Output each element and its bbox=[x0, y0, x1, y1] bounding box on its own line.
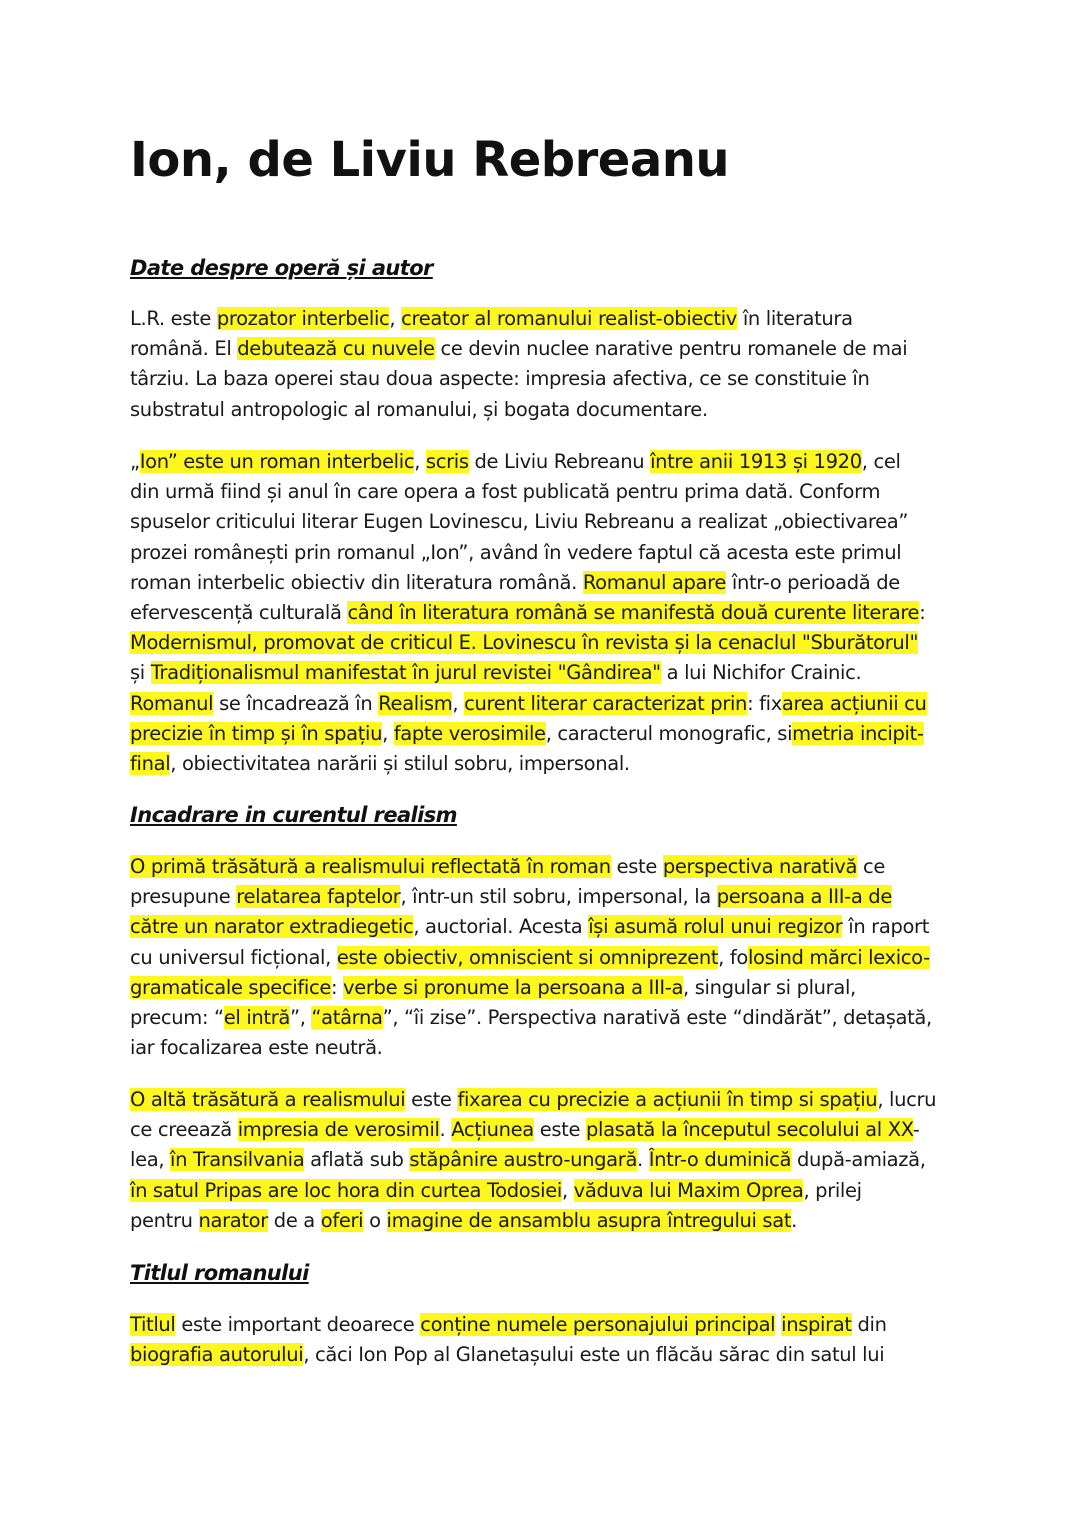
highlighted-text: area acțiunii cu bbox=[781, 691, 927, 715]
highlighted-text: creator al romanului realist-obiectiv bbox=[401, 307, 737, 330]
text-line bbox=[130, 1340, 960, 1370]
text-segment: , bbox=[382, 721, 394, 745]
text-segment: se încadrează în bbox=[213, 691, 379, 715]
highlighted-text: Realism bbox=[378, 691, 453, 715]
highlighted-text: “atârna bbox=[311, 1005, 383, 1029]
text-segment: o bbox=[363, 1208, 387, 1232]
text-segment: . bbox=[637, 1148, 649, 1172]
text-segment: . bbox=[791, 1208, 797, 1232]
text-segment: cu universul ficțional, bbox=[130, 945, 337, 969]
text-segment: , bbox=[561, 1178, 574, 1202]
highlighted-text: între anii 1913 și 1920 bbox=[650, 450, 862, 473]
highlighted-text: stăpânire austro-ungară bbox=[409, 1148, 638, 1172]
highlighted-text: Romanul bbox=[130, 691, 214, 715]
highlighted-text: Ion” este un roman interbelic bbox=[139, 450, 415, 473]
text-segment: , fo bbox=[718, 945, 748, 969]
text-segment: , caracterul monografic, si bbox=[545, 721, 793, 745]
text-segment: iar focalizarea este neutră. bbox=[130, 1036, 383, 1060]
text-segment: a lui Nichifor Crainic. bbox=[660, 661, 862, 685]
section-heading-date-despre-opera: Date despre operă și autor bbox=[130, 256, 433, 280]
highlighted-text: relatarea faptelor bbox=[236, 885, 401, 909]
highlighted-text: biografia autorului bbox=[130, 1343, 304, 1367]
text-segment: , bbox=[389, 307, 402, 330]
highlighted-text: final bbox=[130, 751, 171, 775]
text-line bbox=[130, 304, 960, 334]
text-segment: - bbox=[912, 1118, 920, 1142]
highlighted-text: în Transilvania bbox=[170, 1148, 305, 1172]
highlighted-text: Romanul apare bbox=[582, 570, 727, 594]
text-line bbox=[130, 943, 960, 973]
paragraph-titlul bbox=[130, 1310, 960, 1370]
highlighted-text: Titlul bbox=[130, 1313, 176, 1336]
text-segment: pentru bbox=[130, 1208, 199, 1232]
text-line bbox=[130, 689, 960, 719]
text-segment: în literatura bbox=[736, 307, 853, 330]
text-line bbox=[130, 912, 960, 942]
text-line bbox=[130, 658, 960, 688]
text-line bbox=[130, 1085, 960, 1115]
text-segment: efervescență culturală bbox=[130, 600, 348, 624]
highlighted-text: impresia de verosimil bbox=[237, 1118, 440, 1142]
highlighted-text: Într-o duminică bbox=[648, 1148, 792, 1172]
text-segment: , bbox=[452, 691, 465, 715]
text-segment: prozei românești prin romanul „Ion”, având în vedere faptul că acesta este primul bbox=[130, 540, 902, 564]
highlighted-text: scris bbox=[425, 450, 469, 473]
highlighted-text: precizie în timp și în spațiu bbox=[130, 721, 383, 745]
text-segment: : fix bbox=[747, 691, 782, 715]
text-line bbox=[130, 538, 960, 568]
text-line bbox=[130, 598, 960, 628]
text-segment: într-o perioadă de bbox=[726, 570, 900, 594]
text-segment: din urmă fiind și anul în care opera a fost publicată pentru prima dată. Conform bbox=[130, 480, 881, 504]
highlighted-text: prozator interbelic bbox=[216, 307, 390, 330]
highlighted-text: imagine de ansamblu asupra întregului sat bbox=[386, 1208, 792, 1232]
text-segment: substratul antropologic al romanului, și bogata documentare. bbox=[130, 397, 708, 421]
text-segment: „ bbox=[130, 450, 140, 473]
text-line bbox=[130, 1145, 960, 1175]
highlighted-text: losind mărci lexico- bbox=[747, 945, 930, 969]
text-line bbox=[130, 447, 960, 477]
text-line bbox=[130, 507, 960, 537]
text-segment: și bbox=[130, 661, 151, 685]
text-segment: , într-un stil sobru, impersonal, la bbox=[400, 885, 717, 909]
text-line bbox=[130, 364, 960, 394]
highlighted-text: către un narator extradiegetic bbox=[130, 915, 414, 939]
highlighted-text: verbe si pronume la persoana a III-a bbox=[343, 975, 684, 999]
text-line bbox=[130, 973, 960, 1003]
text-segment: , obiectivitatea narării și stilul sobru, impersonal. bbox=[170, 751, 630, 775]
text-line bbox=[130, 882, 960, 912]
text-segment: , cel bbox=[861, 450, 901, 473]
highlighted-text: persoana a III-a de bbox=[716, 885, 892, 909]
highlighted-text: inspirat bbox=[781, 1313, 852, 1336]
text-line bbox=[130, 1033, 960, 1063]
highlighted-text: fixarea cu precizie a acțiunii în timp si spațiu bbox=[457, 1088, 878, 1111]
text-line bbox=[130, 852, 960, 882]
highlighted-text: gramaticale specifice bbox=[130, 975, 331, 999]
highlighted-text: metria incipit- bbox=[792, 721, 924, 745]
text-line bbox=[130, 568, 960, 598]
highlighted-text: debutează cu nuvele bbox=[237, 337, 435, 361]
highlighted-text: plasată la începutul secolului al XX bbox=[585, 1118, 913, 1142]
text-segment: ”, “îi zise”. Perspectiva narativă este “dindărăt”, detașată, bbox=[382, 1005, 932, 1029]
text-segment: aflată sub bbox=[304, 1148, 410, 1172]
text-segment: în raport bbox=[842, 915, 930, 939]
section-heading-incadrare-realism: Incadrare in curentul realism bbox=[130, 803, 457, 827]
text-segment: , căci Ion Pop al Glanetașului este un flăcău sărac din satul lui bbox=[303, 1343, 885, 1367]
text-line bbox=[130, 1115, 960, 1145]
highlighted-text: văduva lui Maxim Oprea bbox=[573, 1178, 804, 1202]
text-segment: de Liviu Rebreanu bbox=[468, 450, 651, 473]
text-segment: L.R. este bbox=[130, 307, 217, 330]
text-segment: din bbox=[851, 1313, 887, 1336]
text-segment: . bbox=[439, 1118, 452, 1142]
highlighted-text: Tradiționalismul manifestat în jurul revistei "Gândirea" bbox=[150, 661, 661, 685]
text-segment: spuselor criticului literar Eugen Lovinescu, Liviu Rebreanu a realizat „obiectivarea” bbox=[130, 510, 909, 534]
text-segment: de a bbox=[267, 1208, 321, 1232]
paragraph-perspectiva-narativa bbox=[130, 852, 960, 1063]
text-segment: română. El bbox=[130, 337, 238, 361]
highlighted-text: când în literatura română se manifestă două curente literare bbox=[347, 600, 920, 624]
text-segment: , singular si plural, bbox=[683, 975, 856, 999]
document-title: Ion, de Liviu Rebreanu bbox=[130, 132, 730, 188]
text-segment: , prilej bbox=[803, 1178, 862, 1202]
text-segment: ce creează bbox=[130, 1118, 238, 1142]
paragraph-opera bbox=[130, 447, 960, 779]
paragraph-autor bbox=[130, 304, 960, 425]
highlighted-text: O altă trăsătură a realismului bbox=[130, 1088, 406, 1111]
text-line bbox=[130, 749, 960, 779]
text-segment: târziu. La baza operei stau doua aspecte: impresia afectiva, ce se constituie în bbox=[130, 367, 870, 391]
text-line bbox=[130, 628, 960, 658]
highlighted-text: narator bbox=[198, 1208, 268, 1232]
text-segment: : bbox=[919, 600, 926, 624]
text-line bbox=[130, 1176, 960, 1206]
text-segment: , auctorial. Acesta bbox=[413, 915, 589, 939]
text-line bbox=[130, 395, 960, 425]
text-segment: presupune bbox=[130, 885, 237, 909]
highlighted-text: în satul Pripas are loc hora din curtea Todosiei bbox=[130, 1178, 562, 1202]
text-line bbox=[130, 1310, 960, 1340]
highlighted-text: el intră bbox=[223, 1005, 290, 1029]
text-segment: după-amiază, bbox=[791, 1148, 926, 1172]
text-line bbox=[130, 1206, 960, 1236]
paragraph-timp-spatiu bbox=[130, 1085, 960, 1236]
text-line bbox=[130, 477, 960, 507]
highlighted-text: curent literar caracterizat prin bbox=[464, 691, 748, 715]
highlighted-text: fapte verosimile bbox=[393, 721, 546, 745]
text-segment: ”, bbox=[289, 1005, 312, 1029]
text-segment: , lucru bbox=[877, 1088, 937, 1111]
text-line bbox=[130, 334, 960, 364]
highlighted-text: oferi bbox=[320, 1208, 364, 1232]
highlighted-text: este obiectiv, omniscient si omniprezent bbox=[336, 945, 719, 969]
text-segment: este bbox=[610, 855, 663, 878]
highlighted-text: Modernismul, promovat de criticul E. Lovinescu în revista și la cenaclul "Sburătorul" bbox=[130, 631, 919, 655]
text-segment: precum: “ bbox=[130, 1005, 224, 1029]
text-segment: lea, bbox=[130, 1148, 171, 1172]
text-line bbox=[130, 1003, 960, 1033]
highlighted-text: își asumă rolul unui regizor bbox=[588, 915, 843, 939]
text-segment: ce bbox=[857, 855, 885, 878]
highlighted-text: conține numele personajului principal bbox=[420, 1313, 776, 1336]
text-segment: : bbox=[330, 975, 344, 999]
highlighted-text: perspectiva narativă bbox=[662, 855, 858, 878]
text-segment: ce devin nuclee narative pentru romanele de mai bbox=[434, 337, 908, 361]
text-segment: este bbox=[405, 1088, 458, 1111]
highlighted-text: O primă trăsătură a realismului reflectată în roman bbox=[130, 855, 611, 878]
text-segment: , bbox=[414, 450, 426, 473]
text-segment: este important deoarece bbox=[175, 1313, 421, 1336]
highlighted-text: Acțiunea bbox=[451, 1118, 534, 1142]
text-segment: roman interbelic obiectiv din literatura română. bbox=[130, 570, 583, 594]
text-line bbox=[130, 719, 960, 749]
text-segment: este bbox=[533, 1118, 586, 1142]
section-heading-titlul-romanului: Titlul romanului bbox=[130, 1261, 309, 1285]
